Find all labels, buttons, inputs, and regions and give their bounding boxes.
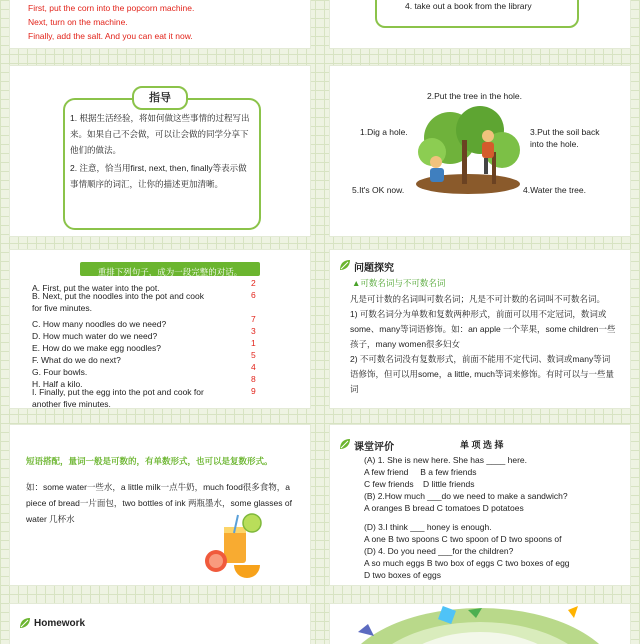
q4: (D) 4. Do you need ___for the children? <box>364 546 514 556</box>
step-line-1: First, put the corn into the popcorn machine. <box>28 3 195 13</box>
reorder-number: 1 <box>251 338 256 348</box>
assessment-title: 课堂评价 <box>354 442 394 453</box>
guide-title: 指导 <box>149 92 171 104</box>
card-assessment <box>330 425 630 585</box>
library-line: 4. take out a book from the library <box>405 1 532 11</box>
reorder-row <box>32 338 294 353</box>
card-phrases <box>10 425 310 585</box>
reorder-text: H. Half a kilo. <box>32 379 83 389</box>
q2-options: A oranges B bread C tomatoes D potatoes <box>364 503 524 513</box>
leaf-icon <box>338 258 352 272</box>
reorder-number: 9 <box>251 386 256 396</box>
reorder-row <box>32 290 294 314</box>
reorder-number: 8 <box>251 374 256 384</box>
planting-illustration <box>410 100 526 196</box>
reorder-text: A. First, put the water into the pot. <box>32 283 160 293</box>
guide-title-tab <box>132 86 188 110</box>
assessment-subtitle: 单 项 选 择 <box>460 440 504 450</box>
reorder-text: G. Four bowls. <box>32 367 88 377</box>
reorder-row <box>32 314 294 329</box>
explore-p3: 2) 不可数名词没有复数形式，前面不能用不定代词、数词或many等词语修饰，但可以用some，a little, much等词来修饰。有时可以与一些量词 <box>350 354 615 394</box>
step-line-2: Next, turn on the machine. <box>28 17 128 27</box>
reorder-title-bar <box>80 262 260 276</box>
card-explore <box>330 250 630 408</box>
step-2: 2.Put the tree in the hole. <box>427 91 522 101</box>
reorder-row <box>32 362 294 377</box>
reorder-row <box>32 278 294 293</box>
card-reorder <box>10 250 310 408</box>
card-popcorn-steps <box>10 0 310 48</box>
library-box <box>375 0 579 28</box>
reorder-text: E. How do we make egg noodles? <box>32 343 161 353</box>
card-guide <box>10 66 310 236</box>
explore-p2: 1) 可数名词分为单数和复数两种形式，前面可以用不定冠词，数词或some、many等词语修饰。如：an apple 一个苹果，some children一些孩子，many women很多妇女 <box>350 309 616 349</box>
step-5: 5.It's OK now. <box>352 185 405 195</box>
card-plant-tree <box>330 66 630 236</box>
reorder-number: 2 <box>251 278 256 288</box>
reorder-text: C. How many noodles do we need? <box>32 319 167 329</box>
q1-options-2: C few friends D little friends <box>364 479 475 489</box>
q4-options-2: D two boxes of eggs <box>364 570 442 580</box>
card-decor <box>330 604 630 644</box>
step-4: 4.Water the tree. <box>523 185 586 195</box>
leaf-icon <box>18 616 32 630</box>
reorder-text: F. What do we do next? <box>32 355 121 365</box>
juice-illustration <box>202 513 274 579</box>
q4-options-1: A so much eggs B two box of eggs C two boxes of egg <box>364 558 570 568</box>
leaf-icon <box>338 437 352 451</box>
q3: (D) 3.I think ___ honey is enough. <box>364 522 492 532</box>
reorder-number: 4 <box>251 362 256 372</box>
reorder-number: 3 <box>251 326 256 336</box>
reorder-number: 5 <box>251 350 256 360</box>
reorder-number: 7 <box>251 314 256 324</box>
explore-p1: 凡是可计数的名词叫可数名词；凡是不可计数的名词叫不可数名词。 <box>350 294 606 304</box>
reorder-row <box>32 386 294 410</box>
guide-point-2: 2. 注意，恰当用first, next, then, finally等表示做事情顺序的词汇，让你的描述更加清晰。 <box>70 163 247 189</box>
phrases-body: 如：some water一些水，a little milk一点牛奶，much food很多食物，a piece of bread一片面包，two bottles of ink 两瓶墨水，some glasses of water 几杯水 <box>26 482 292 524</box>
step-3: 3.Put the soil back into the hole. <box>530 127 600 149</box>
reorder-list <box>32 278 294 410</box>
q1-options-1: A few friend B a few friends <box>364 467 477 477</box>
guide-point-1: 1. 根据生活经验，将如何做这些事情的过程写出来。如果自己不会做，可以让会做的同学分享下他们的做法。 <box>70 113 250 155</box>
explore-subtitle: ▲可数名词与不可数名词 <box>352 278 446 288</box>
reorder-row <box>32 374 294 389</box>
reorder-text: D. How much water do we need? <box>32 331 158 341</box>
q1: (A) 1. She is new here. She has ____ here. <box>364 455 528 465</box>
reorder-row <box>32 326 294 341</box>
reorder-title: 重排下列句子，成为一段完整的对话。 <box>97 267 243 277</box>
card-homework <box>10 604 310 644</box>
reorder-text: I. Finally, put the egg into the pot and cook for another five minutes. <box>32 387 204 409</box>
reorder-row <box>32 350 294 365</box>
phrases-highlight: 短语搭配，量词一般是可数的，有单数形式，也可以是复数形式。 <box>26 456 273 466</box>
q2: (B) 2.How much ___do we need to make a sandwich? <box>364 491 568 501</box>
q3-options: A one B two spoons C two spoon of D two spoons of <box>364 534 562 544</box>
homework-title: Homework <box>34 618 86 629</box>
reorder-text: B. Next, put the noodles into the pot and cook for five minutes. <box>32 291 205 313</box>
step-line-3: Finally, add the salt. And you can eat it now. <box>28 31 193 41</box>
card-library <box>330 0 630 48</box>
step-1: 1.Dig a hole. <box>360 127 408 137</box>
decor-circle <box>330 604 630 644</box>
reorder-number: 6 <box>251 290 256 300</box>
explore-title: 问题探究 <box>354 263 394 274</box>
